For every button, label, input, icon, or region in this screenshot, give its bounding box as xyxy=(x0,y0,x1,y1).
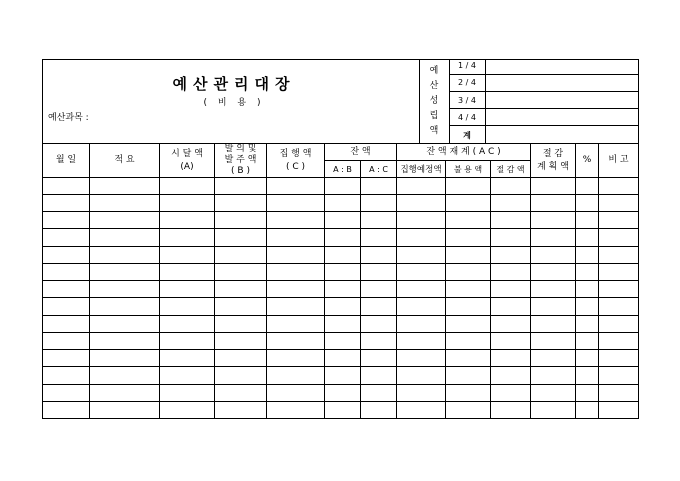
budget-amount-label-1: 예 xyxy=(429,66,439,76)
col-reduce-plan-1: 절 감 xyxy=(542,149,564,159)
col-order-amount-1: 발 의 및 xyxy=(224,144,257,154)
col-summary: 적 요 xyxy=(114,155,135,165)
table-row xyxy=(42,315,639,316)
col-order-amount-2: 발 주 액 xyxy=(224,155,257,165)
table-row xyxy=(42,366,639,367)
col-date: 월 일 xyxy=(55,155,77,165)
col-reduction: 절 감 액 xyxy=(496,165,525,174)
budget-amount-label-3: 성 xyxy=(429,96,439,106)
col-exec-amount: 집 행 액 xyxy=(279,149,312,159)
table-row xyxy=(42,384,639,385)
quarter-4-label: 4 / 4 xyxy=(458,113,476,122)
col-planned: 집행예정액 xyxy=(400,165,442,175)
table-row xyxy=(42,297,639,298)
table-row xyxy=(42,280,639,281)
col-exec-code: ( C ) xyxy=(285,162,306,172)
col-unused: 불 용 액 xyxy=(453,165,483,174)
quarter-3-label: 3 / 4 xyxy=(458,96,476,105)
table-row xyxy=(42,194,639,195)
col-balance: 잔 액 xyxy=(350,147,371,157)
budget-amount-label-2: 산 xyxy=(429,81,439,91)
budget-amount-label-5: 액 xyxy=(429,126,439,136)
quarter-total-label: 계 xyxy=(463,131,471,140)
col-order-code: ( B ) xyxy=(231,166,250,176)
col-remarks: 비 고 xyxy=(608,155,629,165)
table-row xyxy=(42,349,639,350)
col-notice-code: (A) xyxy=(180,162,194,172)
col-notice-amount: 시 달 액 xyxy=(171,149,203,159)
col-reduce-plan-2: 계 획 액 xyxy=(537,162,569,172)
page-title: 예산관리대장 xyxy=(172,75,296,93)
budget-account-label: 예산과목 : xyxy=(48,113,89,123)
col-percent: % xyxy=(582,155,592,165)
col-balance-ac: A : C xyxy=(369,165,388,174)
table-row xyxy=(42,228,639,229)
table-row xyxy=(42,332,639,333)
table-row xyxy=(42,246,639,247)
quarter-2-label: 2 / 4 xyxy=(458,78,476,87)
col-realloc: 잔 액 재 계 ( A C ) xyxy=(426,147,501,157)
quarter-1-label: 1 / 4 xyxy=(458,61,476,70)
budget-amount-label-4: 립 xyxy=(429,111,439,121)
page-subtitle: ( 비 용 ) xyxy=(203,98,265,108)
col-balance-ab: A : B xyxy=(333,165,352,174)
table-row xyxy=(42,401,639,402)
table-row xyxy=(42,211,639,212)
table-row xyxy=(42,263,639,264)
